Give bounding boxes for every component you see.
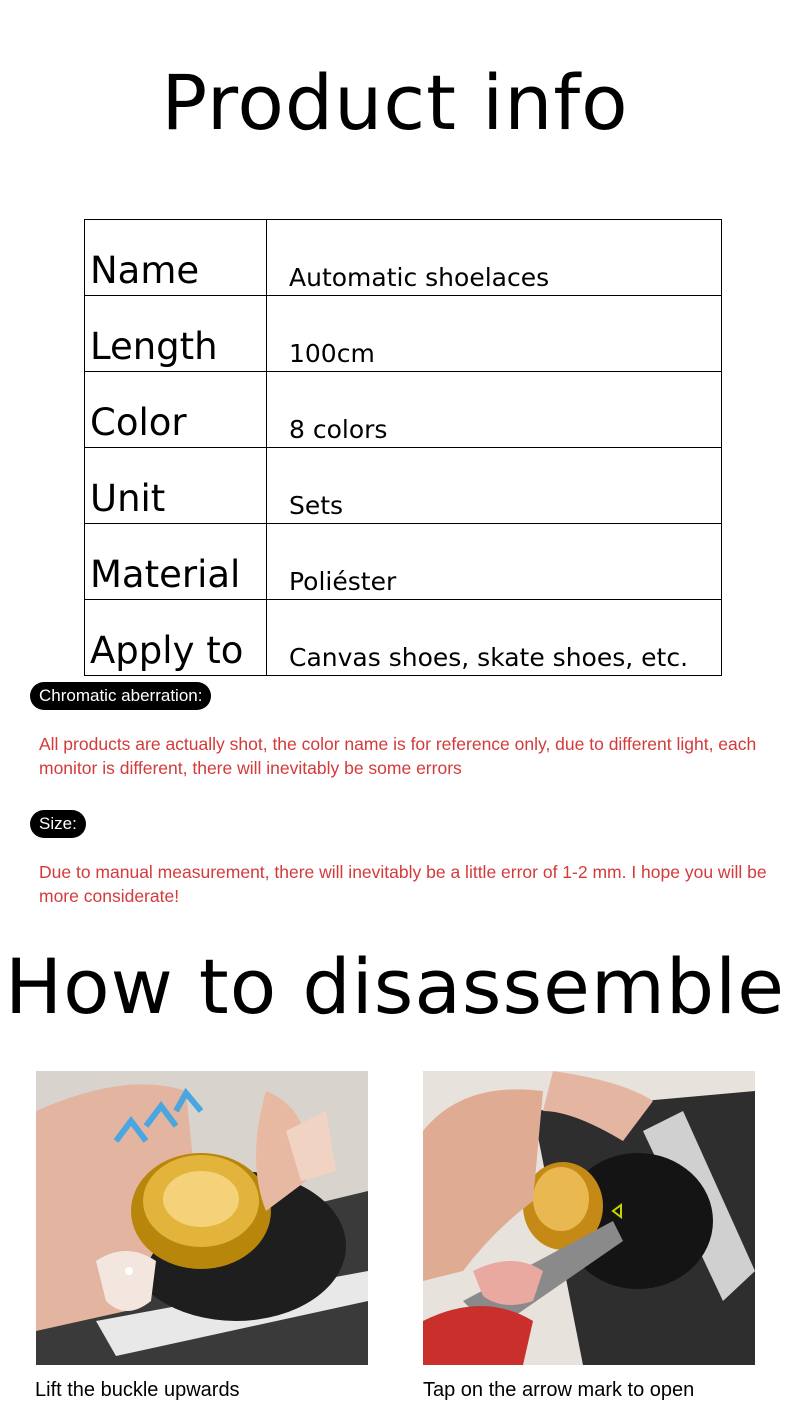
table-row [85, 448, 722, 524]
spec-label: Material [85, 524, 267, 600]
disassemble-title: How to disassemble [4, 942, 786, 1031]
spec-value: 8 colors [267, 372, 722, 448]
spec-value: Poliéster [267, 524, 722, 600]
table-row [85, 524, 722, 600]
table-row [85, 296, 722, 372]
open-buckle-illustration [423, 1071, 755, 1365]
step-2-caption: Tap on the arrow mark to open [423, 1379, 695, 1401]
step-1-caption: Lift the buckle upwards [35, 1379, 240, 1401]
table-row [85, 372, 722, 448]
spec-label: Color [85, 372, 267, 448]
spec-label: Name [85, 220, 267, 296]
product-spec-table [84, 219, 722, 676]
step-2-photo [423, 1071, 755, 1365]
spec-value: Sets [267, 448, 722, 524]
step-1-photo [36, 1071, 368, 1365]
product-info-title: Product info [161, 58, 629, 147]
table-row [85, 600, 722, 676]
spec-label: Apply to [85, 600, 267, 676]
chromatic-aberration-note: All products are actually shot, the color name is for reference only, due to different light, each monitor is different, there will inevitably be some errors [39, 734, 757, 778]
spec-value: Canvas shoes, skate shoes, etc. [267, 600, 722, 676]
spec-label: Unit [85, 448, 267, 524]
chromatic-aberration-badge: Chromatic aberration: [30, 682, 211, 710]
spec-value: 100cm [267, 296, 722, 372]
spec-value: Automatic shoelaces [267, 220, 722, 296]
spec-label: Length [85, 296, 267, 372]
lift-buckle-illustration [36, 1071, 368, 1365]
table-row [85, 220, 722, 296]
size-badge: Size: [30, 810, 86, 838]
size-note: Due to manual measurement, there will inevitably be a little error of 1-2 mm. I hope you will be more considerate! [39, 862, 767, 906]
